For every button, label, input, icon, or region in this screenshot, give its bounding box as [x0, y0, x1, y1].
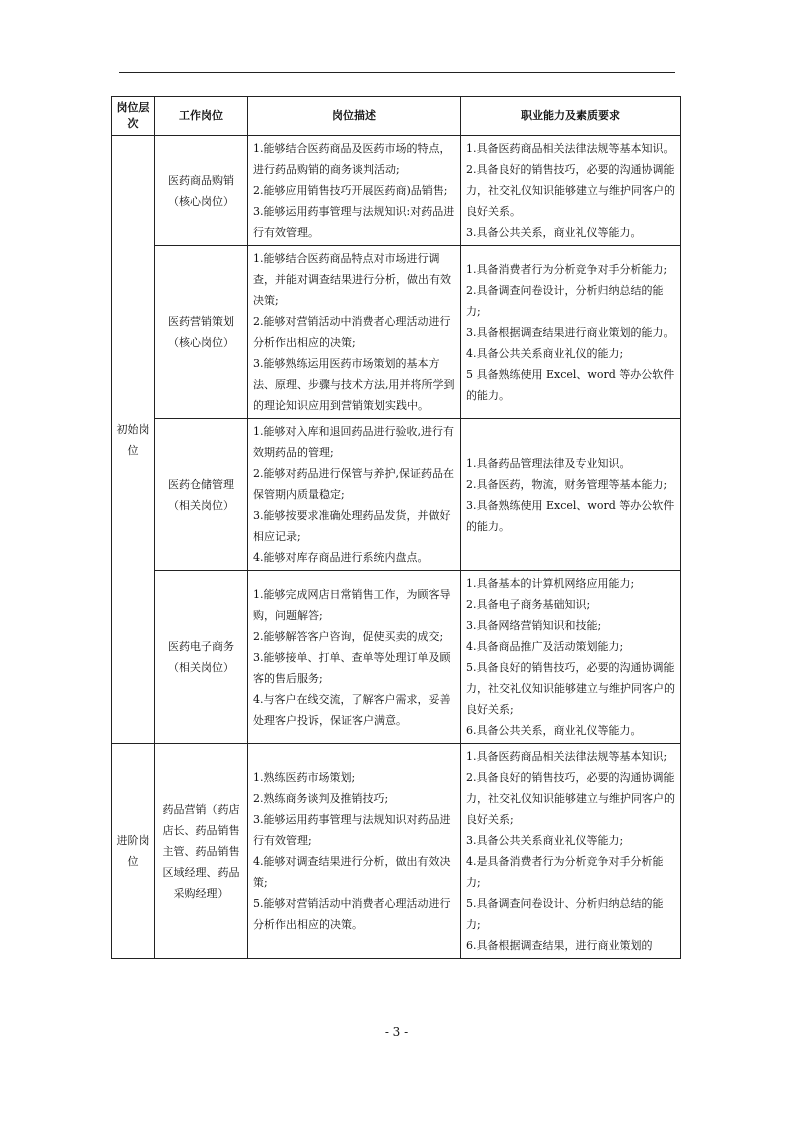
table-row — [112, 744, 681, 959]
requirements-cell — [461, 419, 681, 571]
requirement-line: 6.具备公共关系，商业礼仪等能力。 — [466, 724, 642, 737]
description-line: 4.能够对库存商品进行系统内盘点。 — [253, 551, 429, 564]
description-line: 1.能够完成网店日常销售工作，为顾客导购，问题解答; — [253, 587, 451, 622]
position-cell: 医药商品购销（核心岗位） — [155, 136, 248, 246]
requirement-line: 3.具备熟练使用 Excel、word 等办公软件的能力。 — [466, 498, 675, 533]
requirement-line: 4.具备公共关系商业礼仪的能力; — [466, 346, 624, 360]
description-cell — [248, 246, 461, 419]
job-position-table — [111, 96, 681, 959]
description-line: 1.熟练医药市场策划; — [253, 771, 356, 784]
requirement-line: 2.具备电子商务基础知识; — [466, 598, 591, 611]
position-cell: 医药营销策划（核心岗位） — [155, 246, 248, 419]
description-line: 2.熟练商务谈判及推销技巧; — [253, 792, 389, 805]
requirement-line: 2.具备良好的销售技巧，必要的沟通协调能力，社交礼仪知识能够建立与维护同客户的良好关系。 — [466, 163, 675, 218]
requirement-line: 1.具备药品管理法律及专业知识。 — [466, 456, 631, 470]
requirement-line: 3.具备网络营销知识和技能; — [466, 619, 602, 632]
requirement-line: 5 具备熟练使用 Excel、word 等办公软件的能力。 — [466, 367, 675, 402]
description-line: 2.能够解答客户咨询，促使买卖的成交; — [253, 629, 444, 643]
requirements-cell — [461, 571, 681, 744]
description-line: 2.能够对营销活动中消费者心理活动进行分析作出相应的决策; — [253, 315, 451, 349]
description-line: 3.能够接单、打单、查单等处理订单及顾客的售后服务; — [253, 650, 451, 685]
page-number: - 3 - — [384, 1025, 409, 1039]
requirements-cell — [461, 136, 681, 246]
description-cell — [248, 744, 461, 959]
table-row — [112, 136, 681, 246]
header-position: 工作岗位 — [155, 97, 248, 136]
description-line: 2.能够对药品进行保管与养护,保证药品在保管期内质量稳定; — [253, 467, 454, 501]
requirement-line: 3.具备根据调查结果进行商业策划的能力。 — [466, 325, 675, 339]
requirement-line: 3.具备公共关系，商业礼仪等能力。 — [466, 226, 642, 239]
header-requirements: 职业能力及素质要求 — [461, 97, 681, 136]
requirement-line: 1.具备消费者行为分析竞争对手分析能力; — [466, 262, 668, 276]
requirement-line: 5.具备良好的销售技巧，必要的沟通协调能力，社交礼仪知识能够建立与维护同客户的良好关系; — [466, 661, 675, 716]
requirement-line: 4.是具备消费者行为分析竞争对手分析能力; — [466, 855, 664, 889]
header-rule — [119, 72, 675, 73]
description-line: 1.能够对入库和退回药品进行验收,进行有效期药品的管理; — [253, 425, 454, 459]
requirement-line: 2.具备医药，物流，财务管理等基本能力; — [466, 477, 668, 491]
level-advanced: 进阶岗位 — [112, 744, 155, 959]
requirements-cell — [461, 246, 681, 419]
description-cell — [248, 419, 461, 571]
requirement-line: 5.具备调查问卷设计、分析归纳总结的能力; — [466, 897, 664, 931]
header-description: 岗位描述 — [248, 97, 461, 136]
description-line: 3.能够熟练运用医药市场策划的基本方法、原理、步骤与技术方法,用并将所学到的理论知识应用到营销策划实践中。 — [253, 357, 455, 412]
position-cell: 医药电子商务（相关岗位） — [155, 571, 248, 744]
requirement-line: 2.具备调查问卷设计，分析归纳总结的能力; — [466, 283, 664, 318]
description-line: 4.与客户在线交流，了解客户需求，妥善处理客户投诉，保证客户满意。 — [253, 692, 451, 727]
description-line: 3.能够运用药事管理与法规知识:对药品进行有效管理。 — [253, 205, 455, 239]
requirement-line: 6.具备根据调查结果，进行商业策划的 — [466, 939, 653, 952]
requirement-line: 4.具备商品推广及活动策划能力; — [466, 640, 624, 653]
description-line: 3.能够按要求准确处理药品发货，并做好相应记录; — [253, 509, 451, 543]
description-line: 2.能够应用销售技巧开展医药商)品销售; — [253, 184, 448, 197]
description-cell — [248, 136, 461, 246]
table-row — [112, 419, 681, 571]
requirement-line: 1.具备基本的计算机网络应用能力; — [466, 577, 635, 590]
description-line: 4.能够对调查结果进行分析，做出有效决策; — [253, 855, 451, 889]
table-row — [112, 246, 681, 419]
position-cell: 药品营销（药店店长、药品销售主管、药品销售区域经理、药品采购经理） — [155, 744, 248, 959]
table-row — [112, 571, 681, 744]
level-initial: 初始岗位 — [112, 136, 155, 744]
requirement-line: 3.具备公共关系商业礼仪等能力; — [466, 834, 624, 847]
requirements-cell — [461, 744, 681, 959]
description-line: 1.能够结合医药商品及医药市场的特点，进行药品购销的商务谈判活动; — [253, 142, 451, 176]
position-cell: 医药仓储管理（相关岗位） — [155, 419, 248, 571]
requirement-line: 1.具备医药商品相关法律法规等基本知识; — [466, 750, 668, 763]
requirement-line: 2.具备良好的销售技巧，必要的沟通协调能力，社交礼仪知识能够建立与维护同客户的良好关系; — [466, 771, 675, 826]
description-cell — [248, 571, 461, 744]
header-level: 岗位层次 — [112, 97, 155, 136]
description-line: 3.能够运用药事管理与法规知识对药品进行有效管理; — [253, 813, 451, 847]
table-header-row — [112, 97, 681, 136]
description-line: 1.能够结合医药商品特点对市场进行调查，并能对调查结果进行分析，做出有效决策; — [253, 252, 451, 307]
description-line: 5.能够对营销活动中消费者心理活动进行分析作出相应的决策。 — [253, 897, 451, 931]
requirement-line: 1.具备医药商品相关法律法规等基本知识。 — [466, 142, 675, 155]
